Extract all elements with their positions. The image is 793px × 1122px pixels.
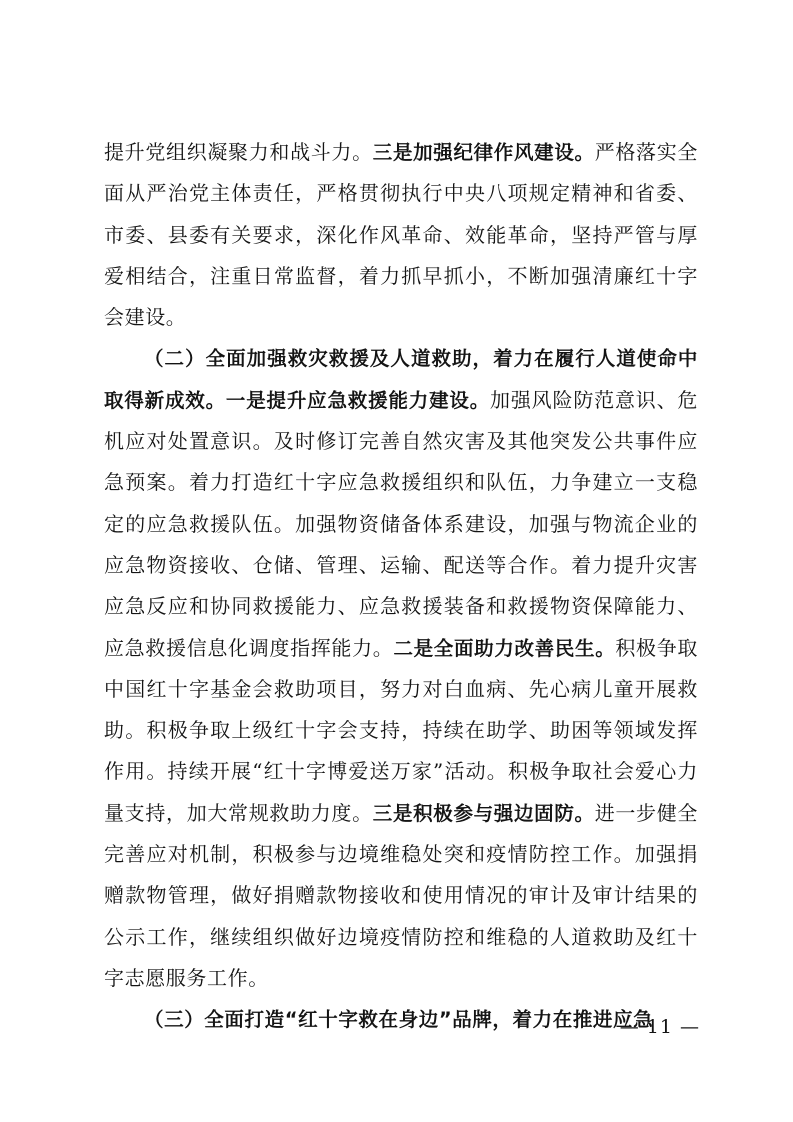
text-run: 积极争取中国红十字基金会救助项目，努力对白血病、先心病儿童开展救助。积极争取上级红十字会支持，持续在助学、助困等领域发挥作用。持续开展“红十字博爱送万家”活动。积极争取社会爱心力量支持，加大常规救助力度。 bbox=[104, 635, 698, 825]
bold-heading-run: 二是全面助力改善民生。 bbox=[393, 636, 616, 660]
text-run: 严格落实全面从严治党主体责任，严格贯彻执行中央八项规定精神和省委、市委、县委有关要求，深化作风革命、效能革命，坚持严管与厚爱相结合，注重日常监督，着力抓早抓小，不断加强清廉红十字会建设。 bbox=[104, 140, 698, 330]
text-run: 加强风险防范意识、危机应对处置意识。及时修订完善自然灾害及其他突发公共事件应急预案。着力打造红十字应急救援组织和队伍，力争建立一支稳定的应急救援队伍。加强物资储备体系建设，加强与物流企业的应急物资接收、仓储、管理、运输、配送等合作。着力提升灾害应急反应和协同救援能力、应急救援装备和救援物资保障能力、应急救援信息化调度指挥能力。 bbox=[104, 387, 699, 660]
bold-heading-run: （三）全面打造“红十字救在身边”品牌，着力在推进应急 bbox=[144, 1008, 654, 1032]
bold-heading-run: （二）全面加强救灾救援及人道救助，着力在履行人道使命中取得新成效。一是提升应急救援能力建设。 bbox=[104, 347, 698, 412]
text-run: 进一步健全完善应对机制，积极参与边境维稳处突和疫情防控工作。加强捐赠款物管理，做好捐赠款物接收和使用情况的审计及审计结果的公示工作，继续组织做好边境疫情防控和维稳的人道救助及红十字志愿服务工作。 bbox=[104, 800, 698, 990]
bold-heading-run: 三是积极参与强边固防。 bbox=[372, 801, 595, 825]
document-body bbox=[104, 132, 698, 1041]
text-run: 提升党组织凝聚力和战斗力。 bbox=[104, 140, 373, 164]
bold-heading-run: 三是加强纪律作风建设。 bbox=[372, 141, 595, 164]
paragraph-2 bbox=[104, 338, 698, 999]
paragraph-1 bbox=[104, 132, 698, 338]
page-number: — 11 — bbox=[619, 1016, 700, 1038]
